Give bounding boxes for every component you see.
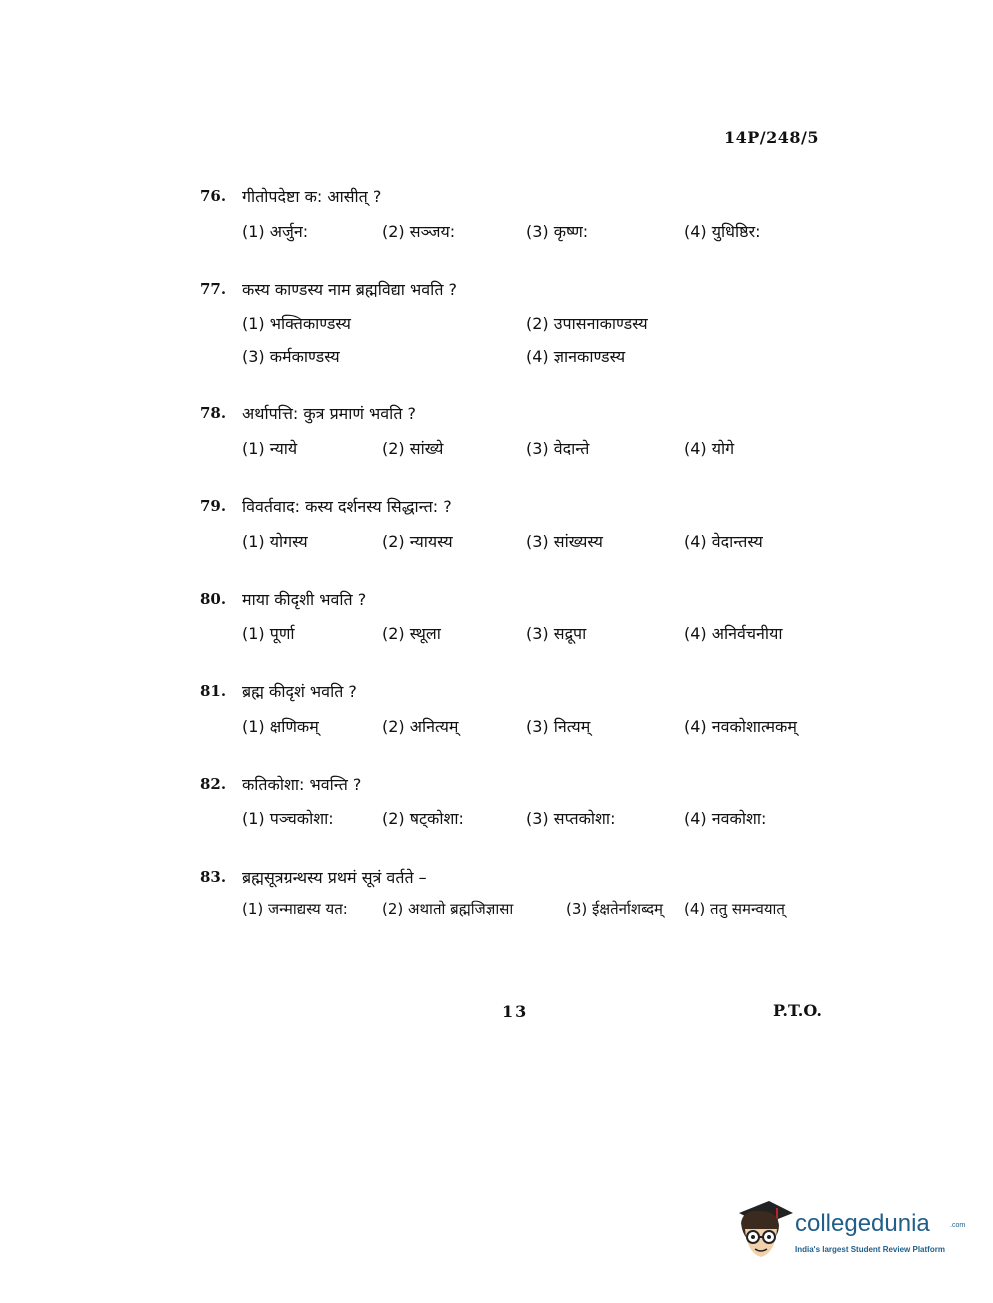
question-number: 77.	[200, 280, 227, 298]
question-number: 80.	[200, 590, 227, 608]
question-number: 76.	[200, 187, 227, 205]
option: (4) नवकोशात्मकम्	[684, 717, 797, 736]
question-number: 79.	[200, 497, 227, 515]
page-number: 13	[502, 1002, 529, 1021]
option: (3) सांख्यस्य	[526, 532, 603, 551]
paper-code: 14P/248/5	[724, 128, 820, 147]
brand-name: collegedunia	[795, 1210, 930, 1237]
option: (2) अनित्यम्	[382, 717, 459, 736]
option: (2) सांख्ये	[382, 439, 444, 458]
option: (2) स्थूला	[382, 624, 441, 643]
option: (3) सद्रूपा	[526, 624, 587, 643]
option: (1) न्याये	[242, 439, 298, 458]
option: (4) युधिष्ठिर:	[684, 222, 761, 241]
pto-label: P.T.O.	[773, 1001, 822, 1020]
question-text: कतिकोशा: भवन्ति ?	[242, 775, 362, 794]
option: (1) अर्जुन:	[242, 222, 309, 241]
mascot-icon	[733, 1195, 795, 1265]
question-number: 82.	[200, 775, 227, 793]
question-number: 78.	[200, 404, 227, 422]
option: (3) सप्तकोशा:	[526, 809, 616, 828]
option: (4) योगे	[684, 439, 735, 458]
option: (1) योगस्य	[242, 532, 308, 551]
option: (2) अथातो ब्रह्मजिज्ञासा	[382, 900, 514, 918]
option: (2) उपासनाकाण्डस्य	[526, 314, 648, 333]
question-number: 81.	[200, 682, 227, 700]
question-text: कस्य काण्डस्य नाम ब्रह्मविद्या भवति ?	[242, 280, 458, 299]
option: (3) कर्मकाण्डस्य	[242, 347, 340, 366]
option: (1) भक्तिकाण्डस्य	[242, 314, 351, 333]
option: (1) पूर्णा	[242, 624, 295, 643]
question-text: ब्रह्म कीदृशं भवति ?	[242, 682, 357, 701]
option: (2) न्यायस्य	[382, 532, 453, 551]
option: (4) ज्ञानकाण्डस्य	[526, 347, 626, 366]
option: (2) षट्कोशा:	[382, 809, 464, 828]
question-text: अर्थापत्ति: कुत्र प्रमाणं भवति ?	[242, 404, 417, 423]
brand-tagline: India's largest Student Review Platform	[795, 1245, 945, 1254]
option: (3) नित्यम्	[526, 717, 591, 736]
question-text: गीतोपदेष्टा क: आसीत् ?	[242, 187, 382, 206]
option: (4) अनिर्वचनीया	[684, 624, 783, 643]
option: (4) ततु समन्वयात्	[684, 900, 785, 918]
question-text: माया कीदृशी भवति ?	[242, 590, 367, 609]
option: (3) कृष्ण:	[526, 222, 589, 241]
option: (2) सञ्जय:	[382, 222, 456, 241]
option: (3) ईक्षतेर्नाशब्दम्	[566, 900, 664, 918]
brand-suffix: .com	[950, 1222, 966, 1229]
option: (4) नवकोशा:	[684, 809, 767, 828]
option: (3) वेदान्ते	[526, 439, 590, 458]
option: (1) पञ्चकोशा:	[242, 809, 334, 828]
option: (4) वेदान्तस्य	[684, 532, 763, 551]
question-number: 83.	[200, 868, 227, 886]
question-text: विवर्तवाद: कस्य दर्शनस्य सिद्धान्त: ?	[242, 497, 452, 516]
option: (1) क्षणिकम्	[242, 717, 319, 736]
question-text: ब्रह्मसूत्रग्रन्थस्य प्रथमं सूत्रं वर्तते –	[242, 868, 427, 887]
option: (1) जन्माद्यस्य यत:	[242, 900, 348, 918]
